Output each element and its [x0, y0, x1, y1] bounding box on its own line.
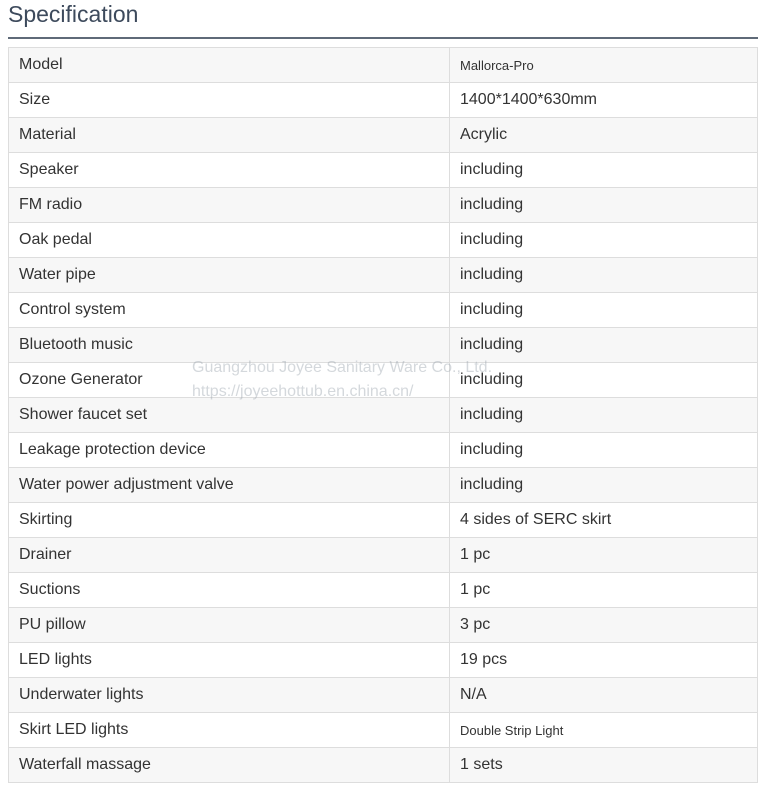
table-row	[9, 153, 758, 188]
spec-value: 1 pc	[450, 538, 758, 573]
spec-label: Size	[9, 83, 450, 118]
table-row	[9, 363, 758, 398]
table-row	[9, 188, 758, 223]
spec-label: Bluetooth music	[9, 328, 450, 363]
spec-label: Oak pedal	[9, 223, 450, 258]
spec-value: Mallorca-Pro	[450, 48, 758, 83]
spec-value: 1 pc	[450, 573, 758, 608]
spec-label: PU pillow	[9, 608, 450, 643]
spec-label: Control system	[9, 293, 450, 328]
spec-value: N/A	[450, 678, 758, 713]
spec-value: including	[450, 398, 758, 433]
spec-value: 1 sets	[450, 748, 758, 783]
spec-label: Model	[9, 48, 450, 83]
spec-value: including	[450, 468, 758, 503]
table-row	[9, 503, 758, 538]
spec-label: Skirting	[9, 503, 450, 538]
spec-value: Acrylic	[450, 118, 758, 153]
table-row	[9, 748, 758, 783]
table-row	[9, 608, 758, 643]
page-title: Specification	[8, 1, 139, 27]
table-row	[9, 678, 758, 713]
watermark-company: Guangzhou Joyee Sanitary Ware Co., Ltd.	[192, 359, 493, 376]
spec-label: FM radio	[9, 188, 450, 223]
table-row	[9, 328, 758, 363]
spec-label: Drainer	[9, 538, 450, 573]
table-row	[9, 643, 758, 678]
table-row	[9, 433, 758, 468]
spec-value: including	[450, 363, 758, 398]
spec-value: including	[450, 293, 758, 328]
spec-value: 1400*1400*630mm	[450, 83, 758, 118]
title-divider	[8, 37, 758, 39]
spec-label: Skirt LED lights	[9, 713, 450, 748]
table-row	[9, 48, 758, 83]
spec-label: Speaker	[9, 153, 450, 188]
table-row	[9, 223, 758, 258]
watermark-url: https://joyeehottub.en.china.cn/	[192, 383, 414, 400]
spec-value: 19 pcs	[450, 643, 758, 678]
spec-label: Material	[9, 118, 450, 153]
table-row	[9, 83, 758, 118]
spec-label: LED lights	[9, 643, 450, 678]
table-row	[9, 538, 758, 573]
spec-value: Double Strip Light	[450, 713, 758, 748]
table-row	[9, 258, 758, 293]
table-row	[9, 118, 758, 153]
table-row	[9, 293, 758, 328]
table-row	[9, 573, 758, 608]
table-row	[9, 713, 758, 748]
spec-label: Leakage protection device	[9, 433, 450, 468]
spec-value: 4 sides of SERC skirt	[450, 503, 758, 538]
spec-label: Waterfall massage	[9, 748, 450, 783]
spec-value: including	[450, 433, 758, 468]
spec-label: Suctions	[9, 573, 450, 608]
spec-value: including	[450, 328, 758, 363]
specification-table	[8, 47, 758, 783]
spec-label: Underwater lights	[9, 678, 450, 713]
spec-label: Ozone Generator	[9, 363, 450, 398]
spec-value: including	[450, 153, 758, 188]
spec-label: Shower faucet set	[9, 398, 450, 433]
table-row	[9, 398, 758, 433]
spec-value: including	[450, 188, 758, 223]
spec-label: Water power adjustment valve	[9, 468, 450, 503]
spec-value: 3 pc	[450, 608, 758, 643]
spec-value: including	[450, 258, 758, 293]
spec-label: Water pipe	[9, 258, 450, 293]
specification-table-body	[9, 48, 758, 783]
table-row	[9, 468, 758, 503]
spec-value: including	[450, 223, 758, 258]
